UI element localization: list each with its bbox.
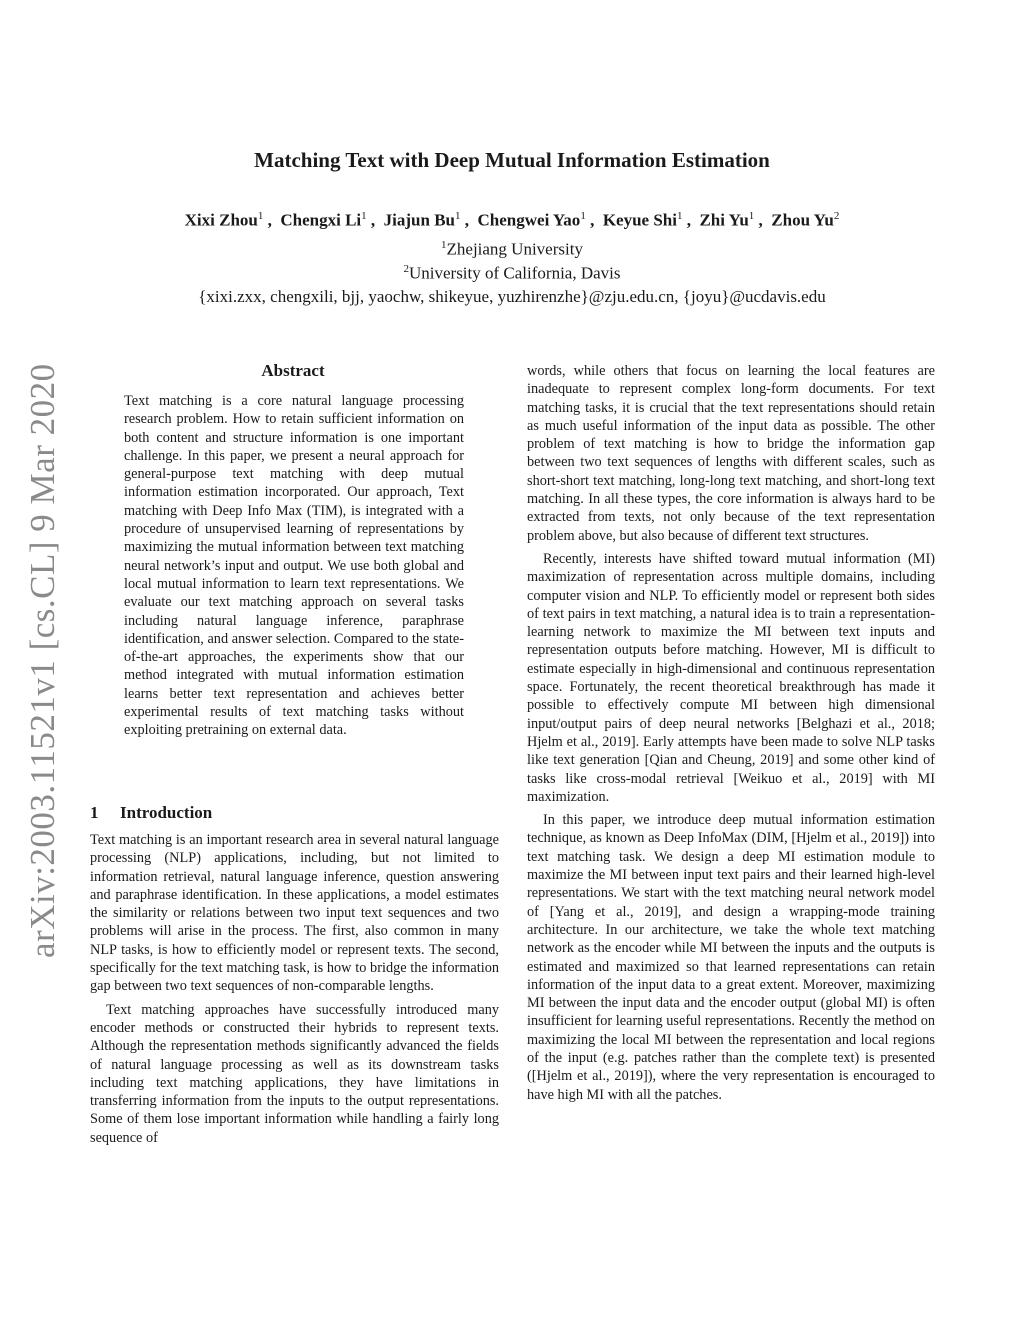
author-name: Keyue Shi: [602, 210, 677, 230]
paragraph: Recently, interests have shifted toward mutual information (MI) maximization of representation across multiple domains, including computer vision and NLP. To efficiently model or represent both sides of text pairs in text matching, a natural idea is to train a representation-learning network to maximize the MI between text inputs and representation outputs before matching. However, MI is difficult to estimate especially in high-dimensional and continuous representation space. Fortunately, the recent theoretical breakthrough has made it possible to effectively compute MI between high dimensional input/output pairs of deep neural networks [Belghazi et al., 2018; Hjelm et al., 2019]. Early attempts have been made to solve NLP tasks like text generation [Qian and Cheung, 2019] and some other kind of tasks like cross-modal retrieval [Weikuo et al., 2019] with MI maximization.: [527, 550, 935, 805]
author-name: Xixi Zhou: [184, 210, 258, 230]
author-affiliation-mark: 1: [361, 210, 367, 222]
author-name: Zhou Yu: [771, 210, 834, 230]
author-affiliation-mark: 1: [676, 210, 683, 222]
paragraph: Text matching approaches have successfully introduced many encoder methods or constructed their hybrids to represent texts. Although the representation methods significantly advanced the fields of natural language processing as well as its downstream tasks including text matching applications, they have limitations in transferring information from the inputs to the output representations. Some of them lose important information while handling a fairly long sequence of: [90, 1001, 499, 1146]
affiliation-mark: 1: [441, 239, 447, 251]
author-name: Chengxi Li: [280, 210, 362, 230]
left-column-body: [90, 831, 499, 1152]
author-affiliation-mark: 1: [257, 210, 264, 222]
section-heading: [90, 802, 500, 824]
affiliation-name: Zhejiang University: [446, 239, 583, 259]
author-name: Chengwei Yao: [477, 210, 581, 230]
paragraph: In this paper, we introduce deep mutual information estimation technique, as known as Deep InfoMax (DIM, [Hjelm et al., 2019]) into text matching task. We design a deep MI estimation module to maximize the MI between input text pairs and their learned high-level representations. We start with the text matching neural network model of [Yang et al., 2019], and design a wrapping-mode training architecture. In our architecture, we take the whole text matching network as the encoder while MI between the inputs and the outputs is estimated and maximized so that learned representations can retain information of the input data to a great extent. Moreover, maximizing MI between the input data and the encoder output (global MI) is often insufficient for learning useful representations. Recently the method on maximizing the local MI between the representation and local regions of the input (e.g. patches rather than the complete text) is presented ([Hjelm et al., 2019]), where the very representation is encouraged to have high MI with all the patches.: [527, 812, 935, 1103]
affiliation: [120, 257, 904, 286]
author-affiliation-mark: 1: [455, 210, 461, 222]
affiliation-name: University of California, Davis: [408, 263, 621, 283]
author-affiliation-mark: 2: [833, 210, 840, 222]
author-emails: {xixi.zxx, chengxili, bjj, yaochw, shikeyue, yuzhirenzhe}@zju.edu.cn, {joyu}@ucdavis.edu: [198, 287, 826, 306]
arxiv-identifier: arXiv:2003.11521v1 [cs.CL] 9 Mar 2020: [23, 363, 62, 958]
paragraph: words, while others that focus on learning the local features are inadequate to represent complex long-form documents. For text matching tasks, it is crucial that the text representations should retain as much useful information of the input data as possible. The other problem of text matching is how to bridge the information gap between two text sequences of lengths with different scales, such as short-short text matching, long-long text matching, and short-long text matching. In all these types, the core information is always hard to be extracted from texts, not only because of the text representation problem above, but also because of different text structures.: [527, 363, 935, 544]
paragraph: Text matching is an important research area in several natural language processing (NLP) applications, including, but not limited to information retrieval, natural language inference, question answering and paraphrase identification. In these applications, a model estimates the similarity or relations between two input text sequences and two problems will arise in the process. The first, also common in many NLP tasks, is how to efficiently model or represent texts. The second, specifically for the text matching task, is how to bridge the information gap between two text sequences of non-comparable lengths.: [90, 832, 499, 995]
author-name: Zhi Yu: [699, 210, 749, 230]
section-title: Introduction: [120, 803, 213, 822]
right-column-body: [527, 362, 935, 1109]
abstract-text: Text matching is a core natural language processing research problem. How to retain sufficient information on both content and structure information is one important challenge. In this paper, we present a neural approach for general-purpose text matching with deep mutual information estimation incorporated. Our approach, Text matching with Deep Info Max (TIM), is integrated with a procedure of unsupervised learning of representations by maximizing the mutual information between text matching neural network’s input and output. We use both global and local mutual information to learn text representations. We evaluate our text matching approach on several tasks including natural language inference, paraphrase identification, and answer selection. Compared to the state-of-the-art approaches, the experiments show that our method integrated with mutual information estimation learns better text representation and achieves better experimental results of text matching tasks without exploiting pretraining on external data.: [124, 393, 464, 739]
author-name: Jiajun Bu: [383, 210, 456, 230]
author-affiliation-mark: 1: [748, 210, 755, 222]
author-affiliation-mark: 1: [580, 210, 586, 222]
affiliation-mark: 2: [403, 263, 409, 275]
abstract-heading: Abstract: [261, 361, 325, 380]
author-list: Xixi Zhou$^1$ , Chengxi Li$^1$ , Jiajun Bu$^1$ , Chengwei Yao$^1$ , Keyue Shi$^1$ , Zhi Yu$^1$ , Zhou Yu$^2$: [184, 210, 840, 230]
section-number: 1: [90, 803, 99, 822]
paper-title: Matching Text with Deep Mutual Information Estimation: [254, 148, 770, 172]
